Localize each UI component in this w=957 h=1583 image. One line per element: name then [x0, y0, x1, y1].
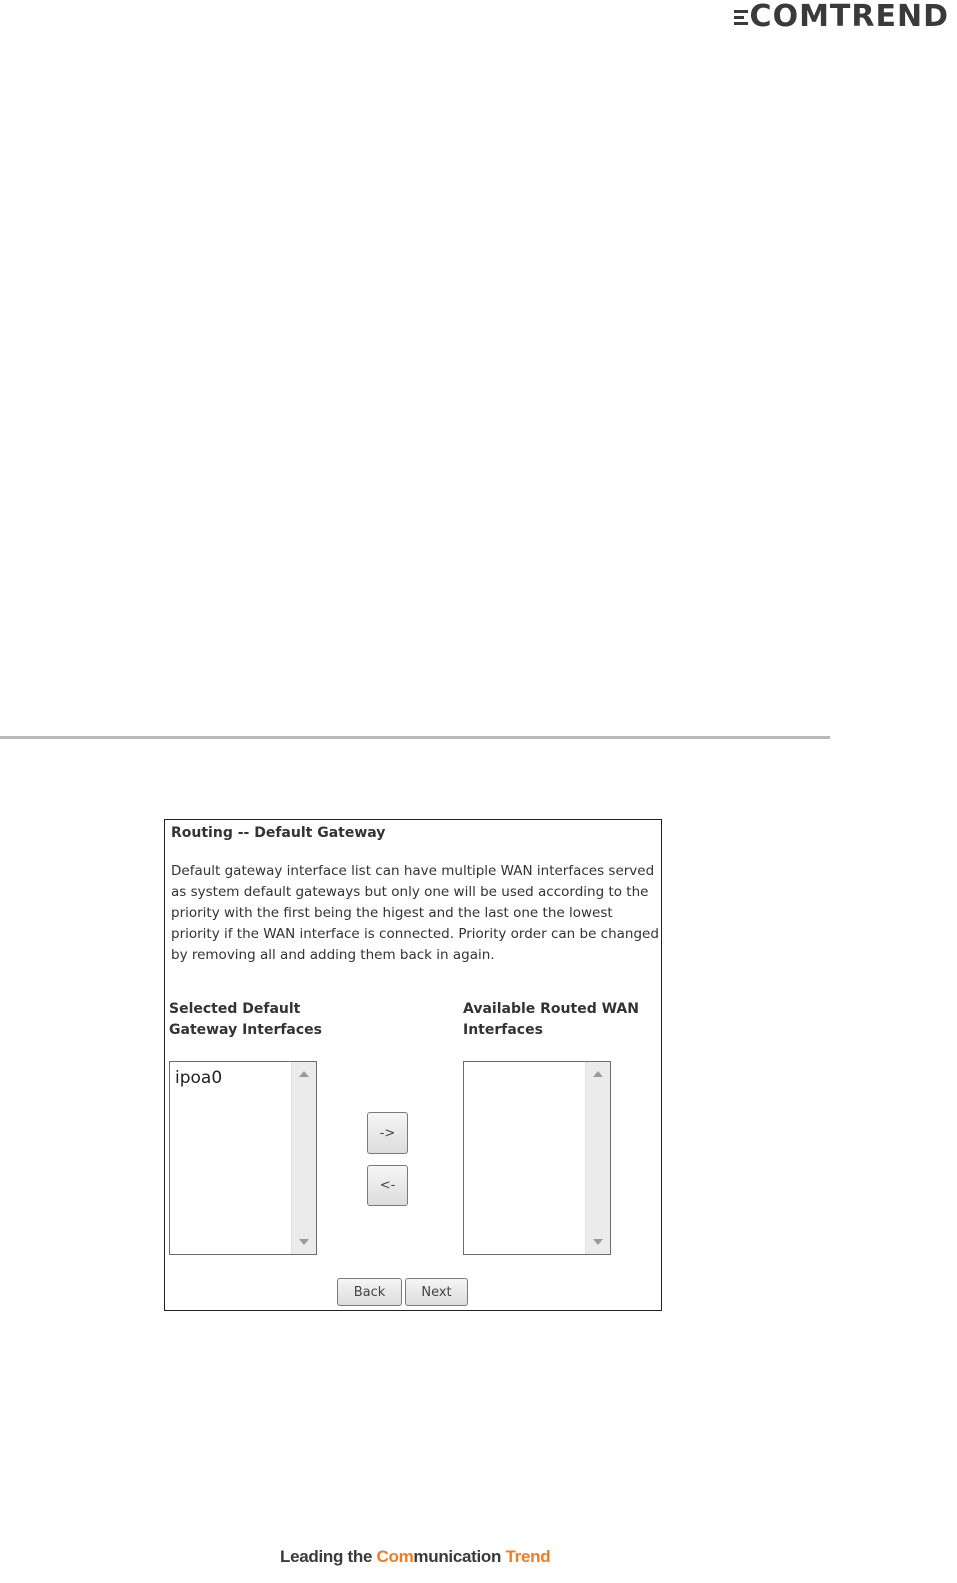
scroll-up-icon[interactable] [299, 1071, 309, 1077]
footer-tagline [280, 1547, 550, 1567]
back-button[interactable]: Back [337, 1278, 402, 1306]
available-interfaces-label: Available Routed WAN Interfaces [463, 1001, 639, 1038]
panel-title: Routing -- Default Gateway [171, 825, 386, 841]
logo-speed-lines [734, 10, 748, 25]
list-item[interactable]: ipoa0 [175, 1068, 223, 1088]
available-interfaces-listbox[interactable] [463, 1061, 611, 1255]
scroll-up-icon[interactable] [593, 1071, 603, 1077]
move-right-button[interactable]: -> [367, 1112, 408, 1154]
listbox-scrollbar[interactable] [291, 1062, 316, 1254]
tagline-part: munication [413, 1547, 506, 1566]
tagline-part: Leading the [280, 1547, 377, 1566]
tagline-accent: Com [376, 1547, 414, 1566]
default-gateway-panel [164, 819, 662, 1311]
selected-interfaces-label: Selected Default Gateway Interfaces [169, 1001, 323, 1038]
listbox-scrollbar[interactable] [585, 1062, 610, 1254]
scroll-down-icon[interactable] [593, 1239, 603, 1245]
tagline-accent: Trend [505, 1547, 551, 1566]
page-divider [0, 736, 830, 739]
next-button[interactable]: Next [405, 1278, 468, 1306]
move-left-button[interactable]: <- [367, 1165, 408, 1206]
panel-description: Default gateway interface list can have multiple WAN interfaces served as system default gateways but only one will be used according to the priority with the first being the higest and the last one the lowest priority if the WAN interface is connected. Priority order can be changed by removing all and adding them back in again. [171, 863, 659, 963]
selected-interfaces-listbox[interactable] [169, 1061, 317, 1255]
comtrend-logo [734, 2, 949, 32]
scroll-down-icon[interactable] [299, 1239, 309, 1245]
logo-text: COMTREND [749, 0, 949, 34]
